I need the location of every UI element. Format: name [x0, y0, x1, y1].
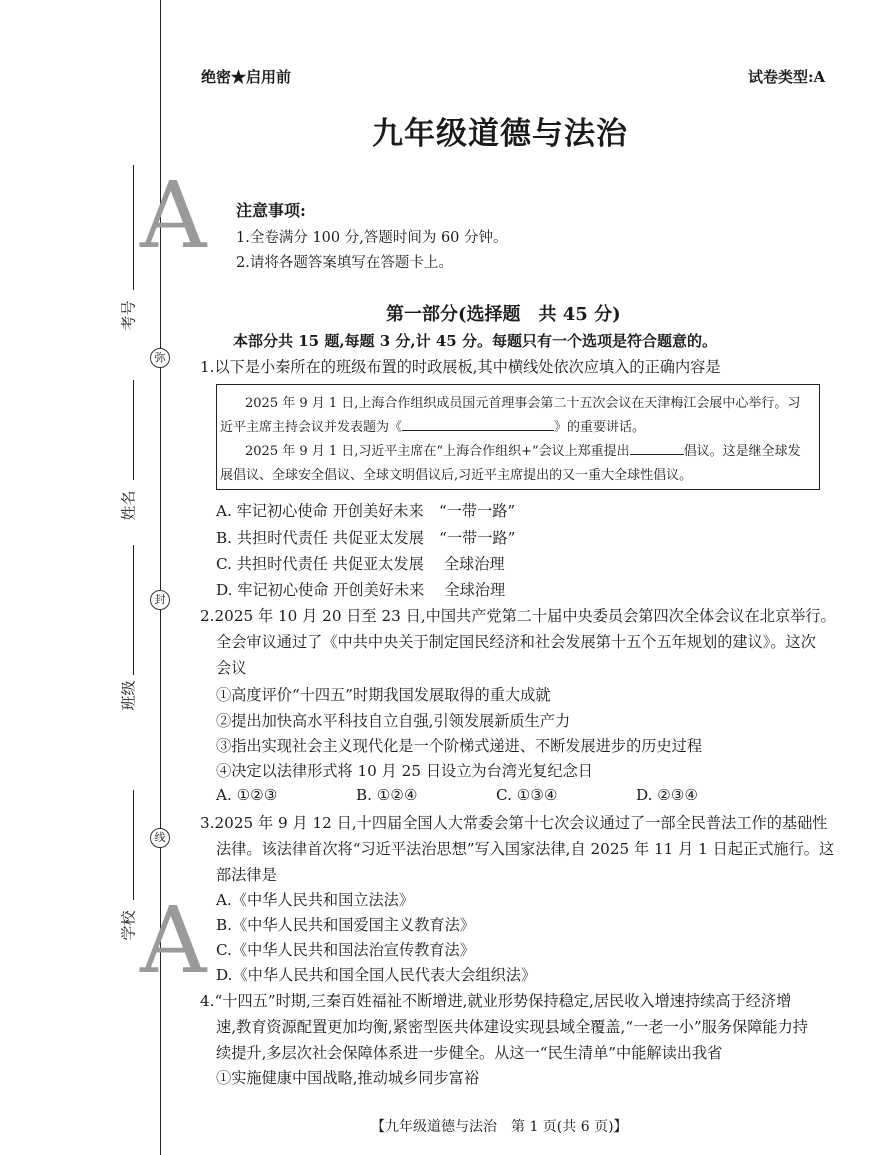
- q3-option-d: D.《中华人民共和国全国人民代表大会组织法》: [216, 966, 537, 984]
- q1-blank-1: [402, 416, 554, 431]
- seal-xian: 线: [150, 828, 170, 848]
- exam-no-label: 考号: [119, 300, 138, 331]
- page-footer: 【九年级道德与法治 第 1 页(共 6 页)】: [371, 1119, 628, 1135]
- class-label: 班级: [119, 680, 138, 711]
- q1-box-line: 近平主席主持会议并发表题为《 》的重要讲话。: [220, 416, 645, 440]
- q1-option-b: B. 共担时代责任 共促亚太发展 “一带一路”: [216, 529, 516, 547]
- school-blank[interactable]: [133, 790, 134, 900]
- q4-item: ①实施健康中国战略,推动城乡同步富裕: [216, 1069, 480, 1087]
- notice-heading: 注意事项:: [236, 201, 306, 220]
- q1-stem: 1.以下是小秦所在的班级布置的时政展板,其中横线处依次应填入的正确内容是: [200, 358, 721, 376]
- q2-option-a: A. ①②③: [216, 786, 278, 804]
- q1-blank-2: [630, 440, 684, 455]
- q2-item: ②提出加快高水平科技自立自强,引领发展新质生产力: [216, 712, 571, 730]
- q1-box-line: 2025 年 9 月 1 日,习近平主席在“上海合作组织+”会议上郑重提出 倡议。这是继全球发: [245, 440, 801, 464]
- seal-feng: 封: [150, 590, 170, 610]
- q1-option-d: D. 牢记初心使命 开创美好未来 全球治理: [216, 581, 506, 599]
- notice-item-1: 1.全卷满分 100 分,答题时间为 60 分钟。: [236, 230, 508, 246]
- q1-box-line: 2025 年 9 月 1 日,上海合作组织成员国元首理事会第二十五次会议在天津梅江会展中心举行。习: [245, 396, 801, 411]
- q3-option-a: A.《中华人民共和国立法法》: [216, 891, 415, 909]
- section-title: 第一部分(选择题 共 45 分): [386, 304, 621, 325]
- exam-no-blank[interactable]: [133, 165, 134, 290]
- q3-stem-line: 3.2025 年 9 月 12 日,十四届全国人大常委会第十七次会议通过了一部全民普法工作的基础性: [200, 814, 828, 832]
- watermark-letter-top: A: [140, 162, 207, 269]
- q1-box-line: 展倡议、全球安全倡议、全球文明倡议后,习近平主席提出的又一重大全球性倡议。: [220, 468, 693, 483]
- name-blank[interactable]: [133, 380, 134, 480]
- q3-option-c: C.《中华人民共和国法治宣传教育法》: [216, 941, 475, 959]
- q4-stem-line: 续提升,多层次社会保障体系进一步健全。从这一“民生清单”中能解读出我省: [216, 1044, 723, 1062]
- seal-mi: 弥: [150, 348, 170, 368]
- q2-stem-line: 会议: [216, 659, 247, 677]
- q2-option-b: B. ①②④: [356, 786, 418, 804]
- q1-option-a: A. 牢记初心使命 开创美好未来 “一带一路”: [216, 502, 516, 520]
- q2-item: ③指出实现社会主义现代化是一个阶梯式递进、不断发展进步的历史过程: [216, 737, 702, 755]
- q2-stem-line: 全会审议通过了《中共中央关于制定国民经济和社会发展第十五个五年规划的建议》。这次: [216, 633, 816, 651]
- q2-stem-line: 2.2025 年 10 月 20 日至 23 日,中国共产党第二十届中央委员会第四次全体会议在北京举行。: [200, 607, 836, 625]
- q4-stem-line: 速,教育资源配置更加均衡,紧密型医共体建设实现县域全覆盖,“一老一小”服务保障能力持: [216, 1018, 808, 1036]
- q2-item: ①高度评价“十四五”时期我国发展取得的重大成就: [216, 686, 551, 704]
- page-title: 九年级道德与法治: [372, 116, 628, 152]
- q3-stem-line: 部法律是: [216, 866, 277, 884]
- paper-type: 试卷类型:A: [748, 68, 826, 86]
- q3-option-b: B.《中华人民共和国爱国主义教育法》: [216, 916, 475, 934]
- class-blank[interactable]: [133, 545, 134, 675]
- q3-stem-line: 法律。该法律首次将“习近平法治思想”写入国家法律,自 2025 年 11 月 1 日起正式施行。这: [216, 840, 835, 858]
- q2-option-c: C. ①③④: [496, 786, 558, 804]
- q2-option-d: D. ②③④: [636, 786, 699, 804]
- q2-item: ④决定以法律形式将 10 月 25 日设立为台湾光复纪念日: [216, 762, 593, 780]
- section-intro: 本部分共 15 题,每题 3 分,计 45 分。每题只有一个选项是符合题意的。: [233, 332, 717, 350]
- q4-stem-line: 4.“十四五”时期,三秦百姓福祉不断增进,就业形势保持稳定,居民收入增速持续高于经济增: [200, 992, 792, 1010]
- name-label: 姓名: [119, 490, 138, 521]
- watermark-letter-bottom: A: [140, 887, 207, 994]
- secret-label: 绝密★启用前: [201, 68, 292, 86]
- q1-news-box: [216, 384, 820, 490]
- school-label: 学校: [119, 910, 138, 941]
- q1-option-c: C. 共担时代责任 共促亚太发展 全球治理: [216, 555, 505, 573]
- notice-item-2: 2.请将各题答案填写在答题卡上。: [236, 255, 453, 271]
